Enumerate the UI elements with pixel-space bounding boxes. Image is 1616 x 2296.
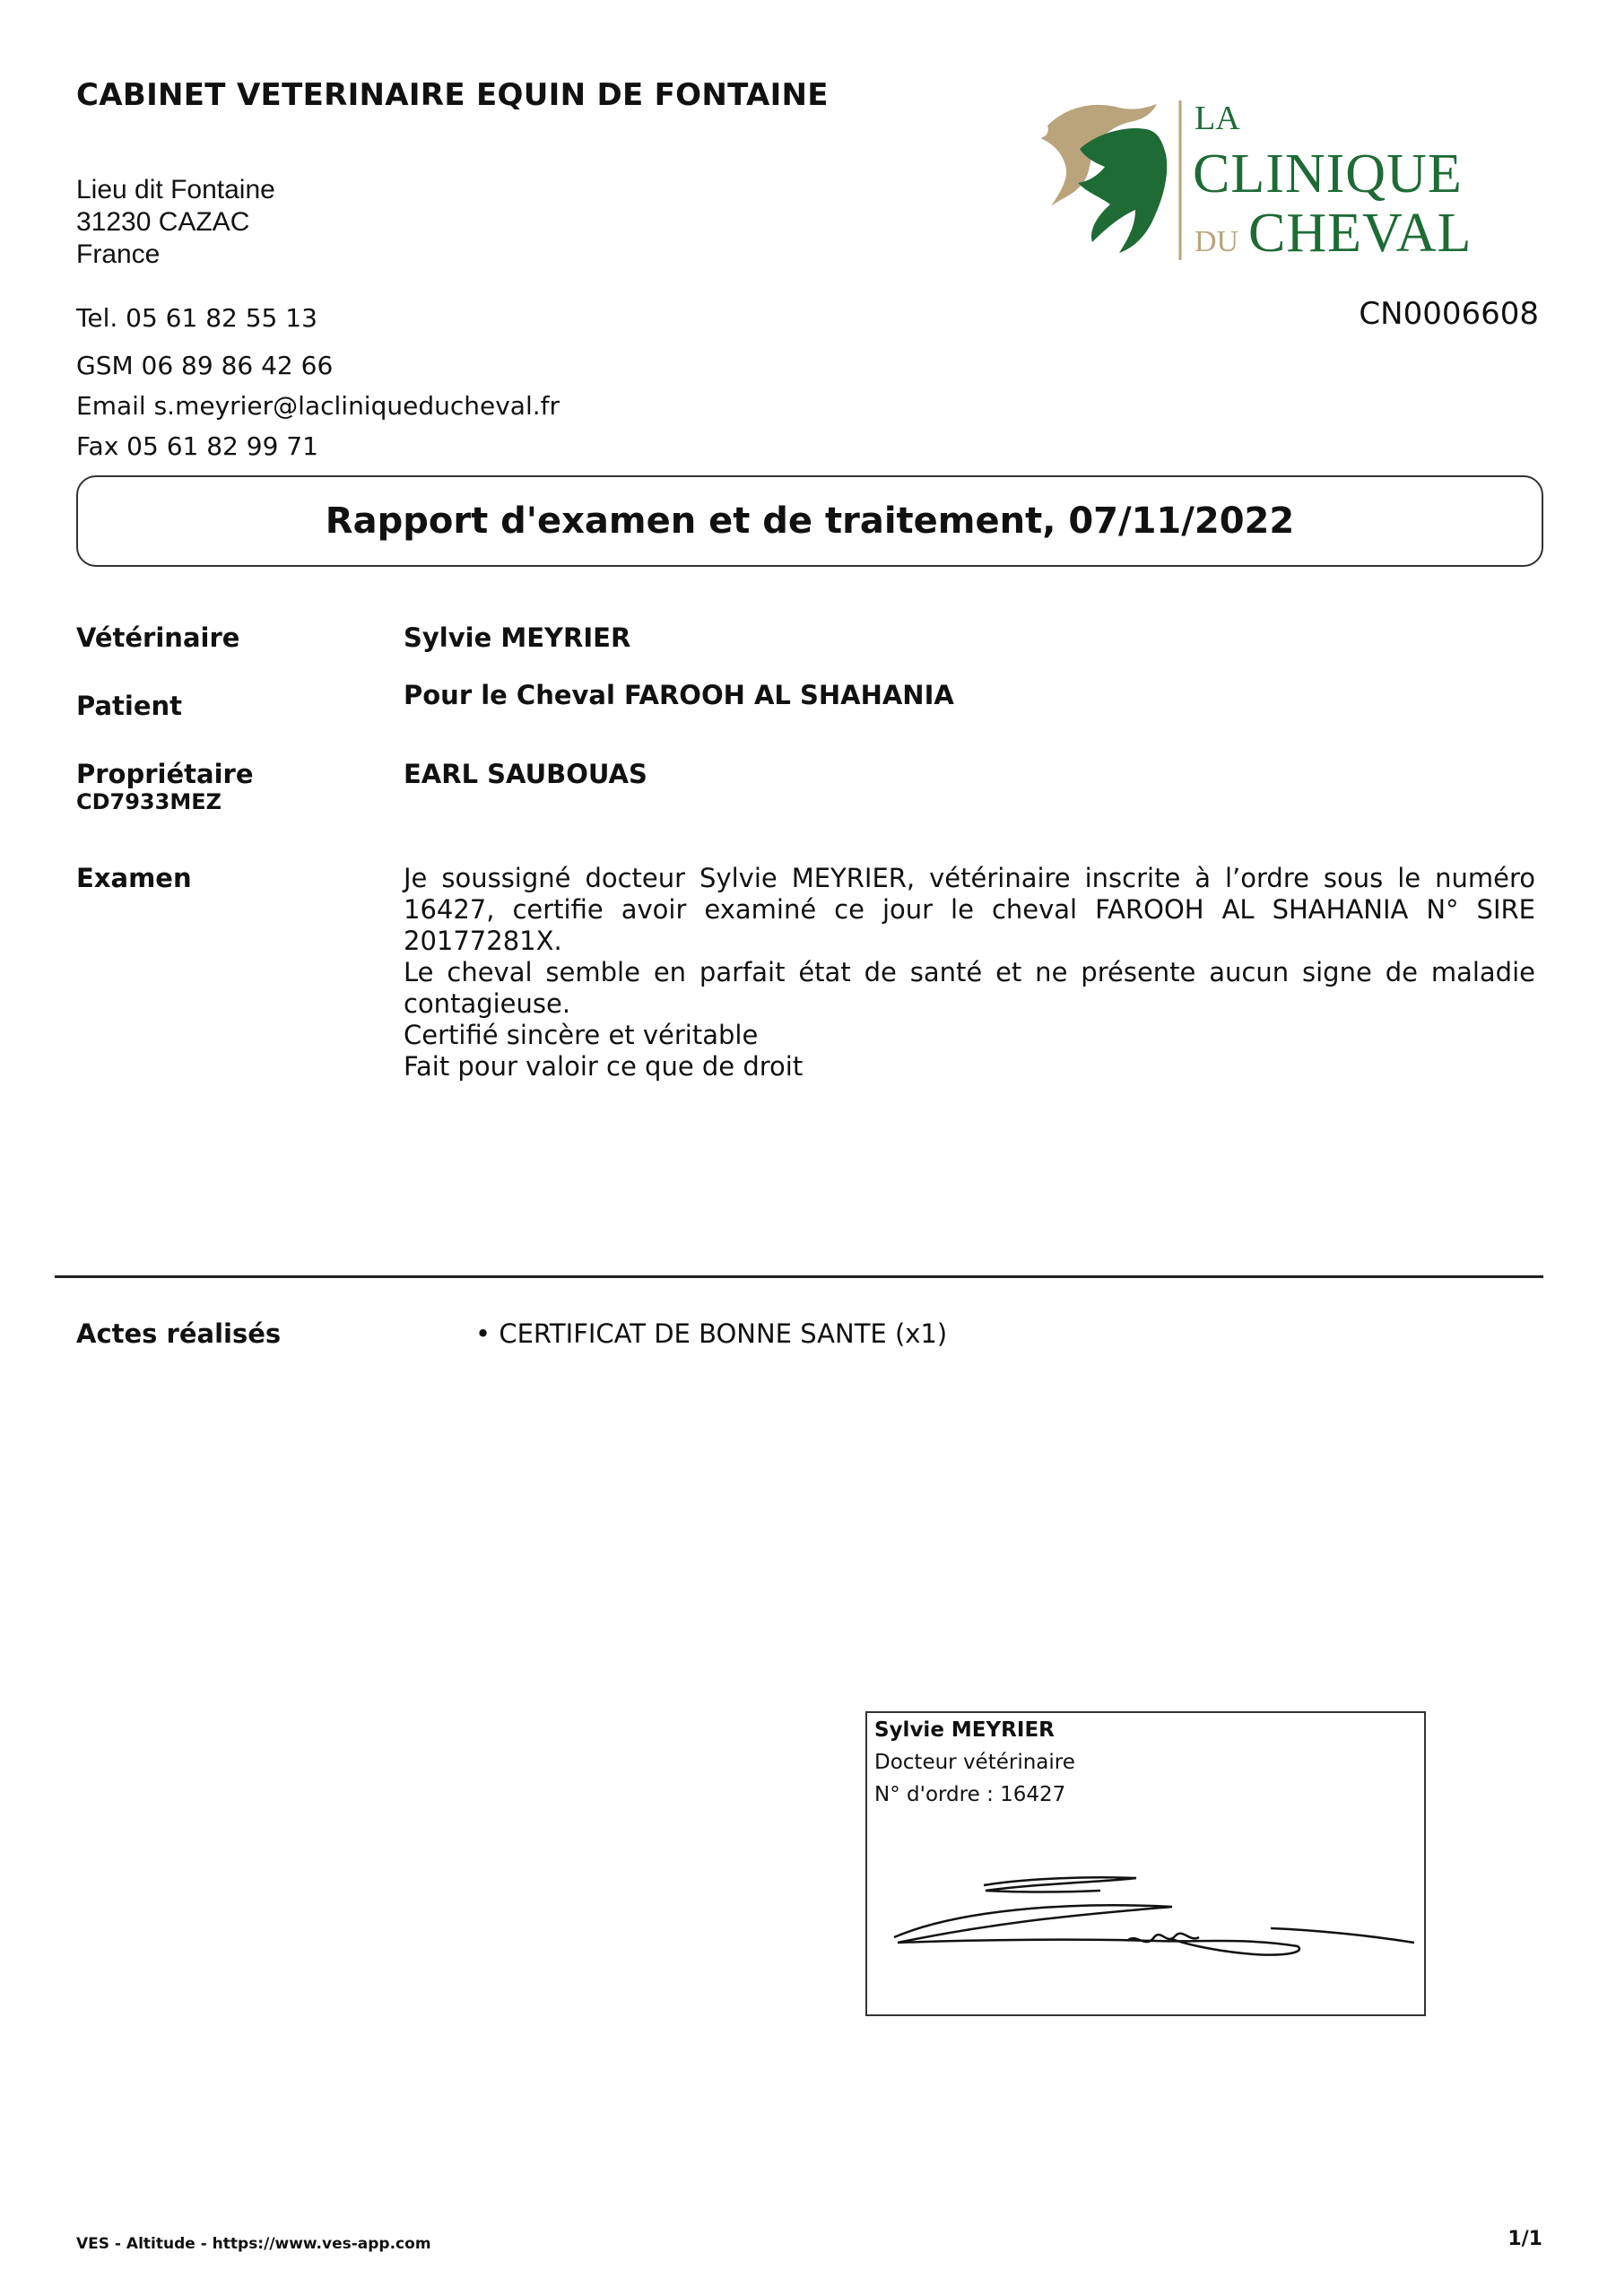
logo-text-cheval: CHEVAL <box>1248 203 1473 264</box>
clinic-logo <box>1030 90 1478 269</box>
acts-label: Actes réalisés <box>76 1318 282 1349</box>
report-title-box <box>76 475 1543 567</box>
handwritten-signature-icon <box>885 1857 1423 1973</box>
page-number: 1/1 <box>1507 2228 1542 2250</box>
signature-box <box>865 1711 1426 2016</box>
signer-role: Docteur vétérinaire <box>874 1751 1075 1774</box>
exam-text <box>404 863 1535 1083</box>
email: Email s.meyrier@lacliniqueducheval.fr <box>76 391 560 421</box>
clinic-name: CABINET VETERINAIRE EQUIN DE FONTAINE <box>76 77 829 113</box>
horse-logo-icon <box>1030 90 1478 269</box>
exam-paragraph: Je soussigné docteur Sylvie MEYRIER, vétérinaire inscrite à l’ordre sous le numéro 16427, certifie avoir examiné ce jour le cheval FAROOH AL SHAHANIA N° SIRE 20177281X. <box>404 863 1535 956</box>
exam-paragraph: Fait pour valoir ce que de droit <box>404 1051 804 1082</box>
footer-software: VES - Altitude - https://www.ves-app.com <box>76 2235 431 2253</box>
clinic-address <box>76 174 275 271</box>
exam-label: Examen <box>76 863 192 893</box>
logo-text-clinique: CLINIQUE <box>1193 144 1463 204</box>
mobile: GSM 06 89 86 42 66 <box>76 351 334 380</box>
owner-label: Propriétaire <box>76 759 254 789</box>
patient-label: Patient <box>76 691 183 721</box>
address-line: Lieu dit Fontaine <box>76 175 275 204</box>
section-divider <box>55 1275 1543 1278</box>
signer-order-number: N° d'ordre : 16427 <box>874 1783 1066 1806</box>
phone: Tel. 05 61 82 55 13 <box>76 303 317 333</box>
owner-code: CD7933MEZ <box>76 789 222 814</box>
owner-value: EARL SAUBOUAS <box>404 759 647 789</box>
exam-paragraph: Le cheval semble en parfait état de santé et ne présente aucun signe de maladie contagieuse. <box>404 957 1535 1019</box>
logo-text-la: LA <box>1195 100 1240 137</box>
patient-value: Pour le Cheval FAROOH AL SHAHANIA <box>404 680 954 710</box>
logo-text-du: DU <box>1195 225 1239 258</box>
vet-label: Vétérinaire <box>76 622 240 653</box>
document-reference: CN0006608 <box>1359 296 1539 332</box>
address-line: France <box>76 239 161 269</box>
fax: Fax 05 61 82 99 71 <box>76 431 318 461</box>
report-title: Rapport d'examen et de traitement, 07/11/2022 <box>325 500 1295 542</box>
act-item: • CERTIFICAT DE BONNE SANTE (x1) <box>475 1318 948 1349</box>
address-line: 31230 CAZAC <box>76 207 250 237</box>
signer-name: Sylvie MEYRIER <box>874 1718 1055 1742</box>
vet-value: Sylvie MEYRIER <box>404 622 631 653</box>
exam-paragraph: Certifié sincère et véritable <box>404 1020 759 1050</box>
